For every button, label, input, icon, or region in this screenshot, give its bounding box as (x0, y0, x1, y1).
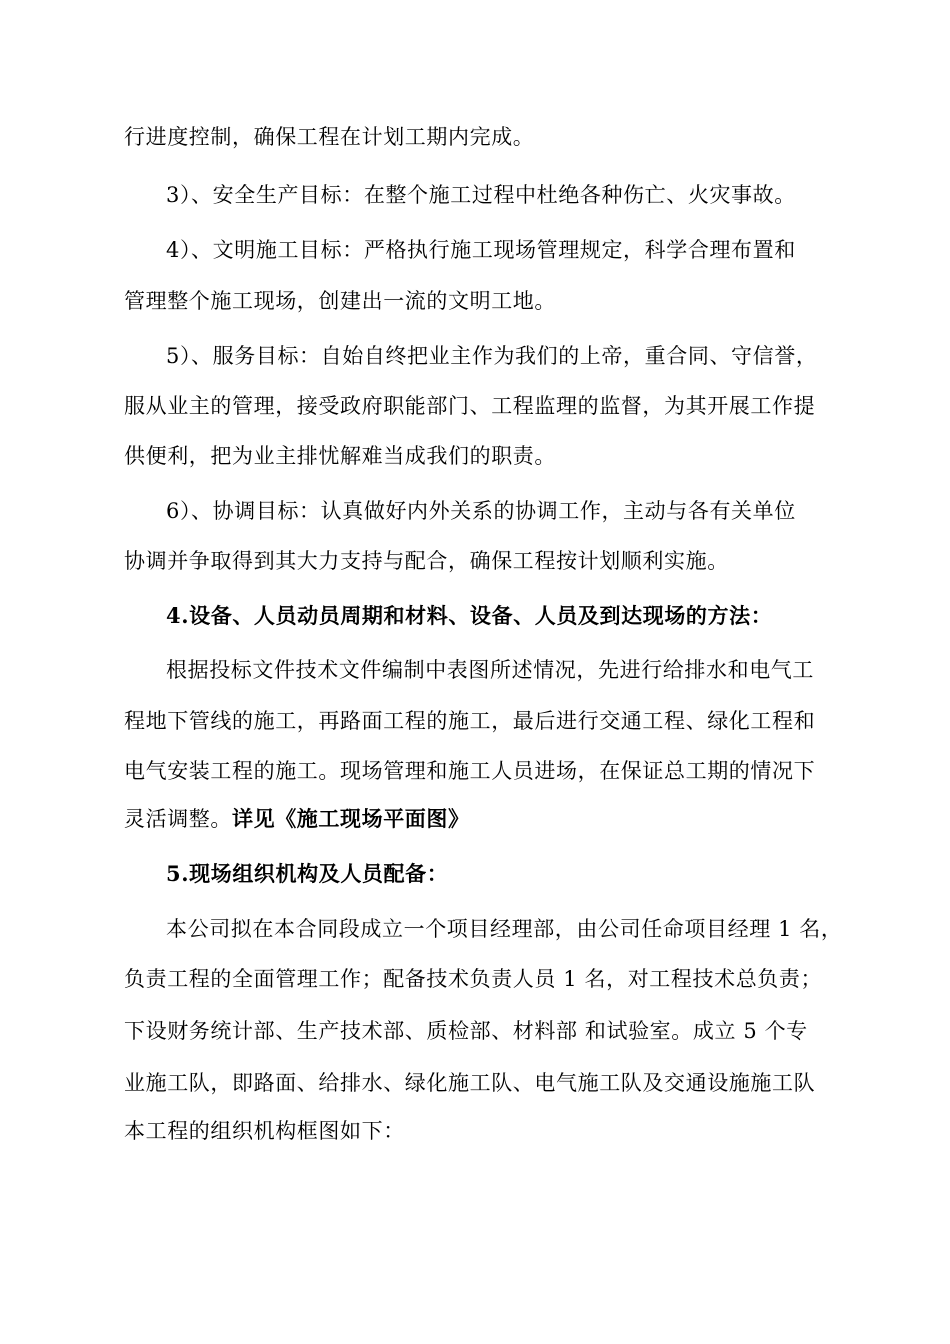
text-line (124, 806, 470, 832)
text-line: 业施工队，即路面、给排水、绿化施工队、电气施工队及交通设施施工队 (124, 1071, 816, 1095)
text-line: 服从业主的管理，接受政府职能部门、工程监理的监督，为其开展工作提 (124, 394, 816, 418)
text-line: 本工程的组织机构框图如下： (124, 1119, 405, 1143)
text-line: 6）、协调目标：认真做好内外关系的协调工作，主动与各有关单位 (166, 499, 796, 523)
text-line: 行进度控制，确保工程在计划工期内完成。 (124, 125, 535, 149)
text-line: 供便利，把为业主排忧解难当成我们的职责。 (124, 444, 556, 468)
text-line: 4）、文明施工目标：严格执行施工现场管理规定，科学合理布置和 (166, 238, 796, 262)
text-line: 本公司拟在本合同段成立一个项目经理部，由公司任命项目经理 1 名， (166, 917, 843, 941)
section-heading: 5.现场组织机构及人员配备： (166, 861, 449, 886)
text-line: 下设财务统计部、生产技术部、质检部、材料部 和试验室。成立 5 个专 (124, 1019, 808, 1043)
section-heading: 4.设备、人员动员周期和材料、设备、人员及到达现场的方法： (166, 603, 773, 628)
text-line: 协调并争取得到其大力支持与配合，确保工程按计划顺利实施。 (124, 549, 729, 573)
text-line: 电气安装工程的施工。现场管理和施工人员进场，在保证总工期的情况下 (124, 759, 816, 783)
text-line: 管理整个施工现场，创建出一流的文明工地。 (124, 289, 556, 313)
text-line: 程地下管线的施工，再路面工程的施工，最后进行交通工程、绿化工程和 (124, 709, 816, 733)
plan-reference: 详见《施工现场平面图》 (232, 806, 470, 831)
text-line: 5）、服务目标：自始自终把业主作为我们的上帝，重合同、守信誉， (166, 344, 818, 368)
text-line: 负责工程的全面管理工作；配备技术负责人员 1 名，对工程技术总负责； (124, 967, 823, 991)
text-line: 3）、安全生产目标：在整个施工过程中杜绝各种伤亡、火灾事故。 (166, 183, 796, 207)
text-line: 根据投标文件技术文件编制中表图所述情况，先进行给排水和电气工 (166, 658, 814, 682)
text-plain: 灵活调整。 (124, 807, 232, 831)
